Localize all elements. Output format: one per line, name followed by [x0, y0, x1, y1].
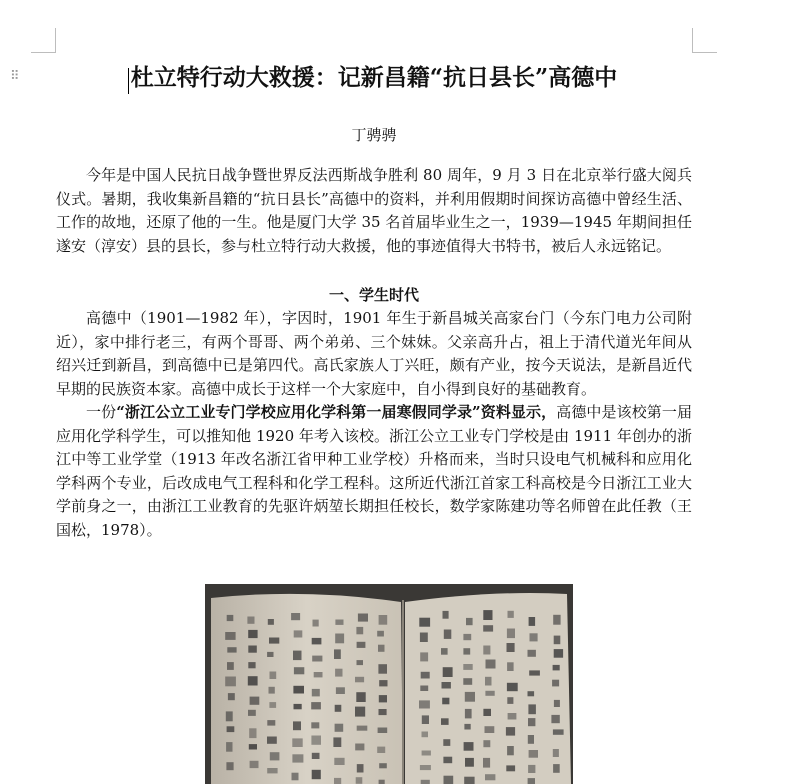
handwriting-mark: [507, 662, 513, 671]
handwriting-mark: [357, 726, 368, 731]
handwriting-mark: [422, 715, 429, 724]
handwriting-mark: [421, 780, 430, 784]
handwriting-mark: [249, 744, 257, 749]
handwriting-mark: [441, 718, 449, 725]
document-author: 丁骋骋: [351, 126, 397, 144]
handwriting-mark: [379, 780, 385, 784]
handwriting-mark: [377, 747, 385, 753]
handwriting-mark: [552, 680, 559, 687]
handwriting-mark: [483, 709, 491, 716]
handwriting-mark: [293, 651, 302, 661]
handwriting-mark: [528, 778, 535, 784]
handwriting-mark: [420, 652, 428, 661]
handwriting-mark: [554, 700, 560, 707]
handwriting-mark: [311, 736, 321, 745]
handwriting-mark: [443, 667, 453, 677]
handwriting-mark: [528, 650, 536, 657]
handwriting-mark: [378, 664, 387, 674]
handwriting-mark: [248, 676, 258, 685]
handwriting-mark: [227, 647, 236, 652]
handwriting-mark: [247, 617, 254, 624]
handwriting-mark: [225, 677, 236, 687]
handwriting-mark: [554, 636, 561, 645]
handwriting-mark: [311, 702, 321, 709]
handwriting-mark: [269, 702, 276, 708]
handwriting-mark: [483, 610, 492, 620]
handwriting-mark: [378, 645, 385, 652]
handwriting-mark: [554, 649, 563, 658]
handwriting-mark: [466, 618, 473, 625]
handwriting-mark: [465, 692, 475, 702]
handwriting-mark: [507, 643, 515, 652]
handwriting-mark: [225, 632, 235, 640]
handwriting-mark: [358, 614, 368, 622]
text-cursor: [128, 68, 129, 94]
handwriting-mark: [420, 765, 431, 770]
handwriting-mark: [248, 630, 257, 638]
handwriting-mark: [485, 726, 495, 733]
handwriting-mark: [294, 704, 302, 709]
handwriting-mark: [357, 642, 366, 648]
handwriting-mark: [291, 613, 300, 620]
handwriting-mark: [268, 619, 274, 625]
handwriting-mark: [528, 704, 536, 714]
handwriting-mark: [292, 754, 303, 762]
handwriting-mark: [422, 732, 429, 738]
handwriting-mark: [269, 687, 275, 694]
handwriting-mark: [463, 664, 472, 670]
handwriting-mark: [355, 744, 364, 751]
handwriting-mark: [419, 618, 430, 627]
handwriting-mark: [442, 682, 451, 689]
archive-photo-image: [205, 584, 573, 784]
handwriting-mark: [335, 620, 343, 625]
handwriting-mark: [226, 742, 232, 752]
handwriting-mark: [248, 646, 256, 653]
handwriting-mark: [356, 692, 365, 702]
section-heading: 一、学生时代: [328, 286, 419, 304]
handwriting-mark: [313, 620, 319, 627]
handwriting-mark: [314, 672, 323, 677]
handwriting-mark: [335, 705, 342, 712]
handwriting-mark: [312, 770, 321, 779]
handwriting-mark: [293, 686, 304, 694]
handwriting-mark: [356, 627, 363, 634]
handwriting-mark: [335, 634, 344, 644]
handwriting-mark: [483, 758, 490, 768]
handwriting-mark: [508, 611, 514, 618]
document-title[interactable]: [56, 60, 692, 96]
para2-prefix: 一份: [86, 403, 117, 421]
handwriting-mark: [465, 758, 474, 767]
handwriting-mark: [377, 631, 384, 637]
para2-bold: “浙江公立工业专门学校应用化学科第一届寒假同学录”资料显示，: [116, 403, 557, 421]
handwriting-mark: [464, 742, 474, 751]
handwriting-mark: [553, 665, 560, 671]
handwriting-mark: [529, 617, 536, 626]
handwriting-mark: [294, 667, 304, 674]
handwriting-mark: [553, 749, 559, 757]
handwriting-mark: [357, 764, 364, 772]
handwriting-mark: [507, 683, 518, 691]
handwriting-mark: [249, 728, 256, 738]
handwriting-mark: [357, 660, 364, 665]
handwriting-mark: [335, 669, 342, 677]
handwriting-mark: [312, 656, 322, 662]
handwriting-mark: [485, 677, 492, 686]
handwriting-mark: [443, 739, 450, 746]
handwriting-mark: [226, 762, 233, 770]
handwriting-mark: [335, 724, 344, 732]
handwriting-mark: [270, 672, 277, 680]
handwriting-mark: [508, 713, 517, 720]
handwriting-mark: [333, 737, 341, 747]
handwriting-mark: [355, 677, 364, 683]
handwriting-mark: [227, 662, 234, 670]
handwriting-mark: [553, 615, 560, 625]
handwriting-mark: [528, 691, 535, 696]
handwriting-mark: [379, 709, 387, 715]
handwriting-mark: [248, 710, 256, 716]
handwriting-mark: [355, 707, 365, 717]
handwriting-mark: [422, 751, 431, 756]
handwriting-mark: [485, 691, 494, 696]
handwriting-mark: [312, 753, 320, 759]
handwriting-mark: [483, 625, 493, 631]
handwriting-mark: [530, 633, 538, 641]
handwriting-mark: [507, 697, 513, 704]
archive-photo: [205, 584, 573, 784]
handwriting-mark: [444, 630, 452, 639]
handwriting-mark: [334, 649, 341, 659]
para2-rest: 高德中是该校第一届应用化学科学生，可以推知他 1920 年考入该校。浙江公立工业专门学校是由 1911 年创办的浙江中等工业学堂（1913 年改名浙江省甲种工业学校）升格而来，当时只设电气机械科和应用化学科两个专业，后改成电气工程科和化学工程科。这所近代浙江首家工科高校是今日浙江工业大学前身之一，由浙江工业教育的先驱许炳堃长期担任校长，数学家陈建功等名师曾在此任教（王国松，1978）。: [56, 403, 692, 539]
handwriting-mark: [421, 672, 430, 679]
section-paragraph-2: [56, 401, 692, 542]
handwriting-mark: [227, 726, 235, 732]
handwriting-mark: [420, 686, 428, 692]
handwriting-mark: [553, 729, 564, 734]
handwriting-mark: [529, 670, 540, 675]
handwriting-mark: [227, 615, 234, 621]
handwriting-mark: [267, 737, 277, 744]
crop-mark-top-left: [31, 28, 56, 53]
handwriting-mark: [312, 638, 322, 645]
handwriting-mark: [420, 633, 428, 643]
drag-handle-icon[interactable]: ⠿: [10, 69, 19, 84]
handwriting-mark: [483, 740, 490, 747]
document-page[interactable]: [56, 56, 692, 542]
handwriting-mark: [250, 697, 260, 705]
handwriting-mark: [553, 764, 560, 773]
handwriting-mark: [292, 738, 302, 747]
handwriting-mark: [419, 700, 430, 708]
handwriting-mark: [506, 727, 515, 736]
handwriting-mark: [312, 689, 320, 697]
handwriting-mark: [226, 711, 233, 721]
handwriting-mark: [441, 648, 448, 655]
handwriting-mark: [248, 662, 255, 668]
crop-mark-top-right: [692, 28, 717, 53]
handwriting-mark: [442, 698, 449, 705]
section-paragraph-1: 高德中（1901—1982 年），字因时，1901 年生于新昌城关高家台门（今东门电力公司附近），家中排行老三，有两个哥哥、两个弟弟、三个妹妹。父亲高升占，祖上于清代道光年间从绍兴迁到新昌，到高德中已是第四代。高氏家族人丁兴旺，颇有产业，按今天说法，是新昌近代早期的民族资本家。高德中成长于这样一个大家庭中，自小得到良好的基础教育。: [56, 309, 692, 398]
handwriting-mark: [379, 763, 387, 768]
handwriting-mark: [379, 615, 388, 625]
handwriting-mark: [506, 765, 515, 771]
handwriting-mark: [528, 765, 535, 773]
handwriting-mark: [267, 768, 277, 773]
handwriting-mark: [293, 721, 301, 730]
handwriting-mark: [270, 752, 280, 760]
handwriting-mark: [443, 757, 452, 764]
handwriting-mark: [311, 722, 319, 728]
handwriting-mark: [443, 611, 449, 619]
intro-paragraph: 今年是中国人民抗日战争暨世界反法西斯战争胜利 80 周年，9 月 3 日在北京举行盛大阅兵仪式。暑期，我收集新昌籍的“抗日县长”高德中的资料，并利用假期时间探访高德中曾经生活、工作的故地，还原了他的一生。他是厦门大学 35 名首届毕业生之一，1939—1945 年期间担任遂安（淳安）县的县长，参与杜立特行动大救援，他的事迹值得大书特书，被后人永远铭记。: [56, 166, 692, 255]
handwriting-mark: [551, 715, 559, 723]
handwriting-mark: [507, 746, 514, 755]
handwriting-mark: [463, 678, 472, 685]
handwriting-mark: [485, 774, 495, 780]
handwriting-mark: [379, 680, 387, 686]
handwriting-mark: [269, 638, 279, 644]
handwriting-mark: [528, 718, 535, 726]
handwriting-mark: [334, 778, 341, 784]
handwriting-mark: [334, 758, 344, 765]
handwriting-mark: [529, 750, 538, 758]
handwriting-mark: [378, 728, 388, 734]
handwriting-mark: [486, 660, 496, 669]
handwriting-mark: [528, 735, 534, 744]
handwriting-mark: [507, 629, 515, 639]
handwriting-mark: [463, 648, 470, 654]
handwriting-mark: [336, 687, 345, 694]
handwriting-mark: [267, 720, 275, 726]
handwriting-mark: [465, 709, 472, 719]
handwriting-mark: [464, 777, 474, 784]
handwriting-mark: [463, 634, 471, 640]
handwriting-mark: [267, 652, 273, 657]
handwriting-mark: [228, 693, 235, 700]
handwriting-mark: [483, 646, 490, 655]
handwriting-mark: [356, 777, 363, 784]
handwriting-mark: [464, 724, 470, 730]
title-text: 杜立特行动大救援：记新昌籍“抗日县长”高德中: [130, 64, 618, 91]
handwriting-mark: [379, 695, 387, 702]
handwriting-mark: [294, 630, 303, 637]
handwriting-mark: [250, 761, 259, 768]
